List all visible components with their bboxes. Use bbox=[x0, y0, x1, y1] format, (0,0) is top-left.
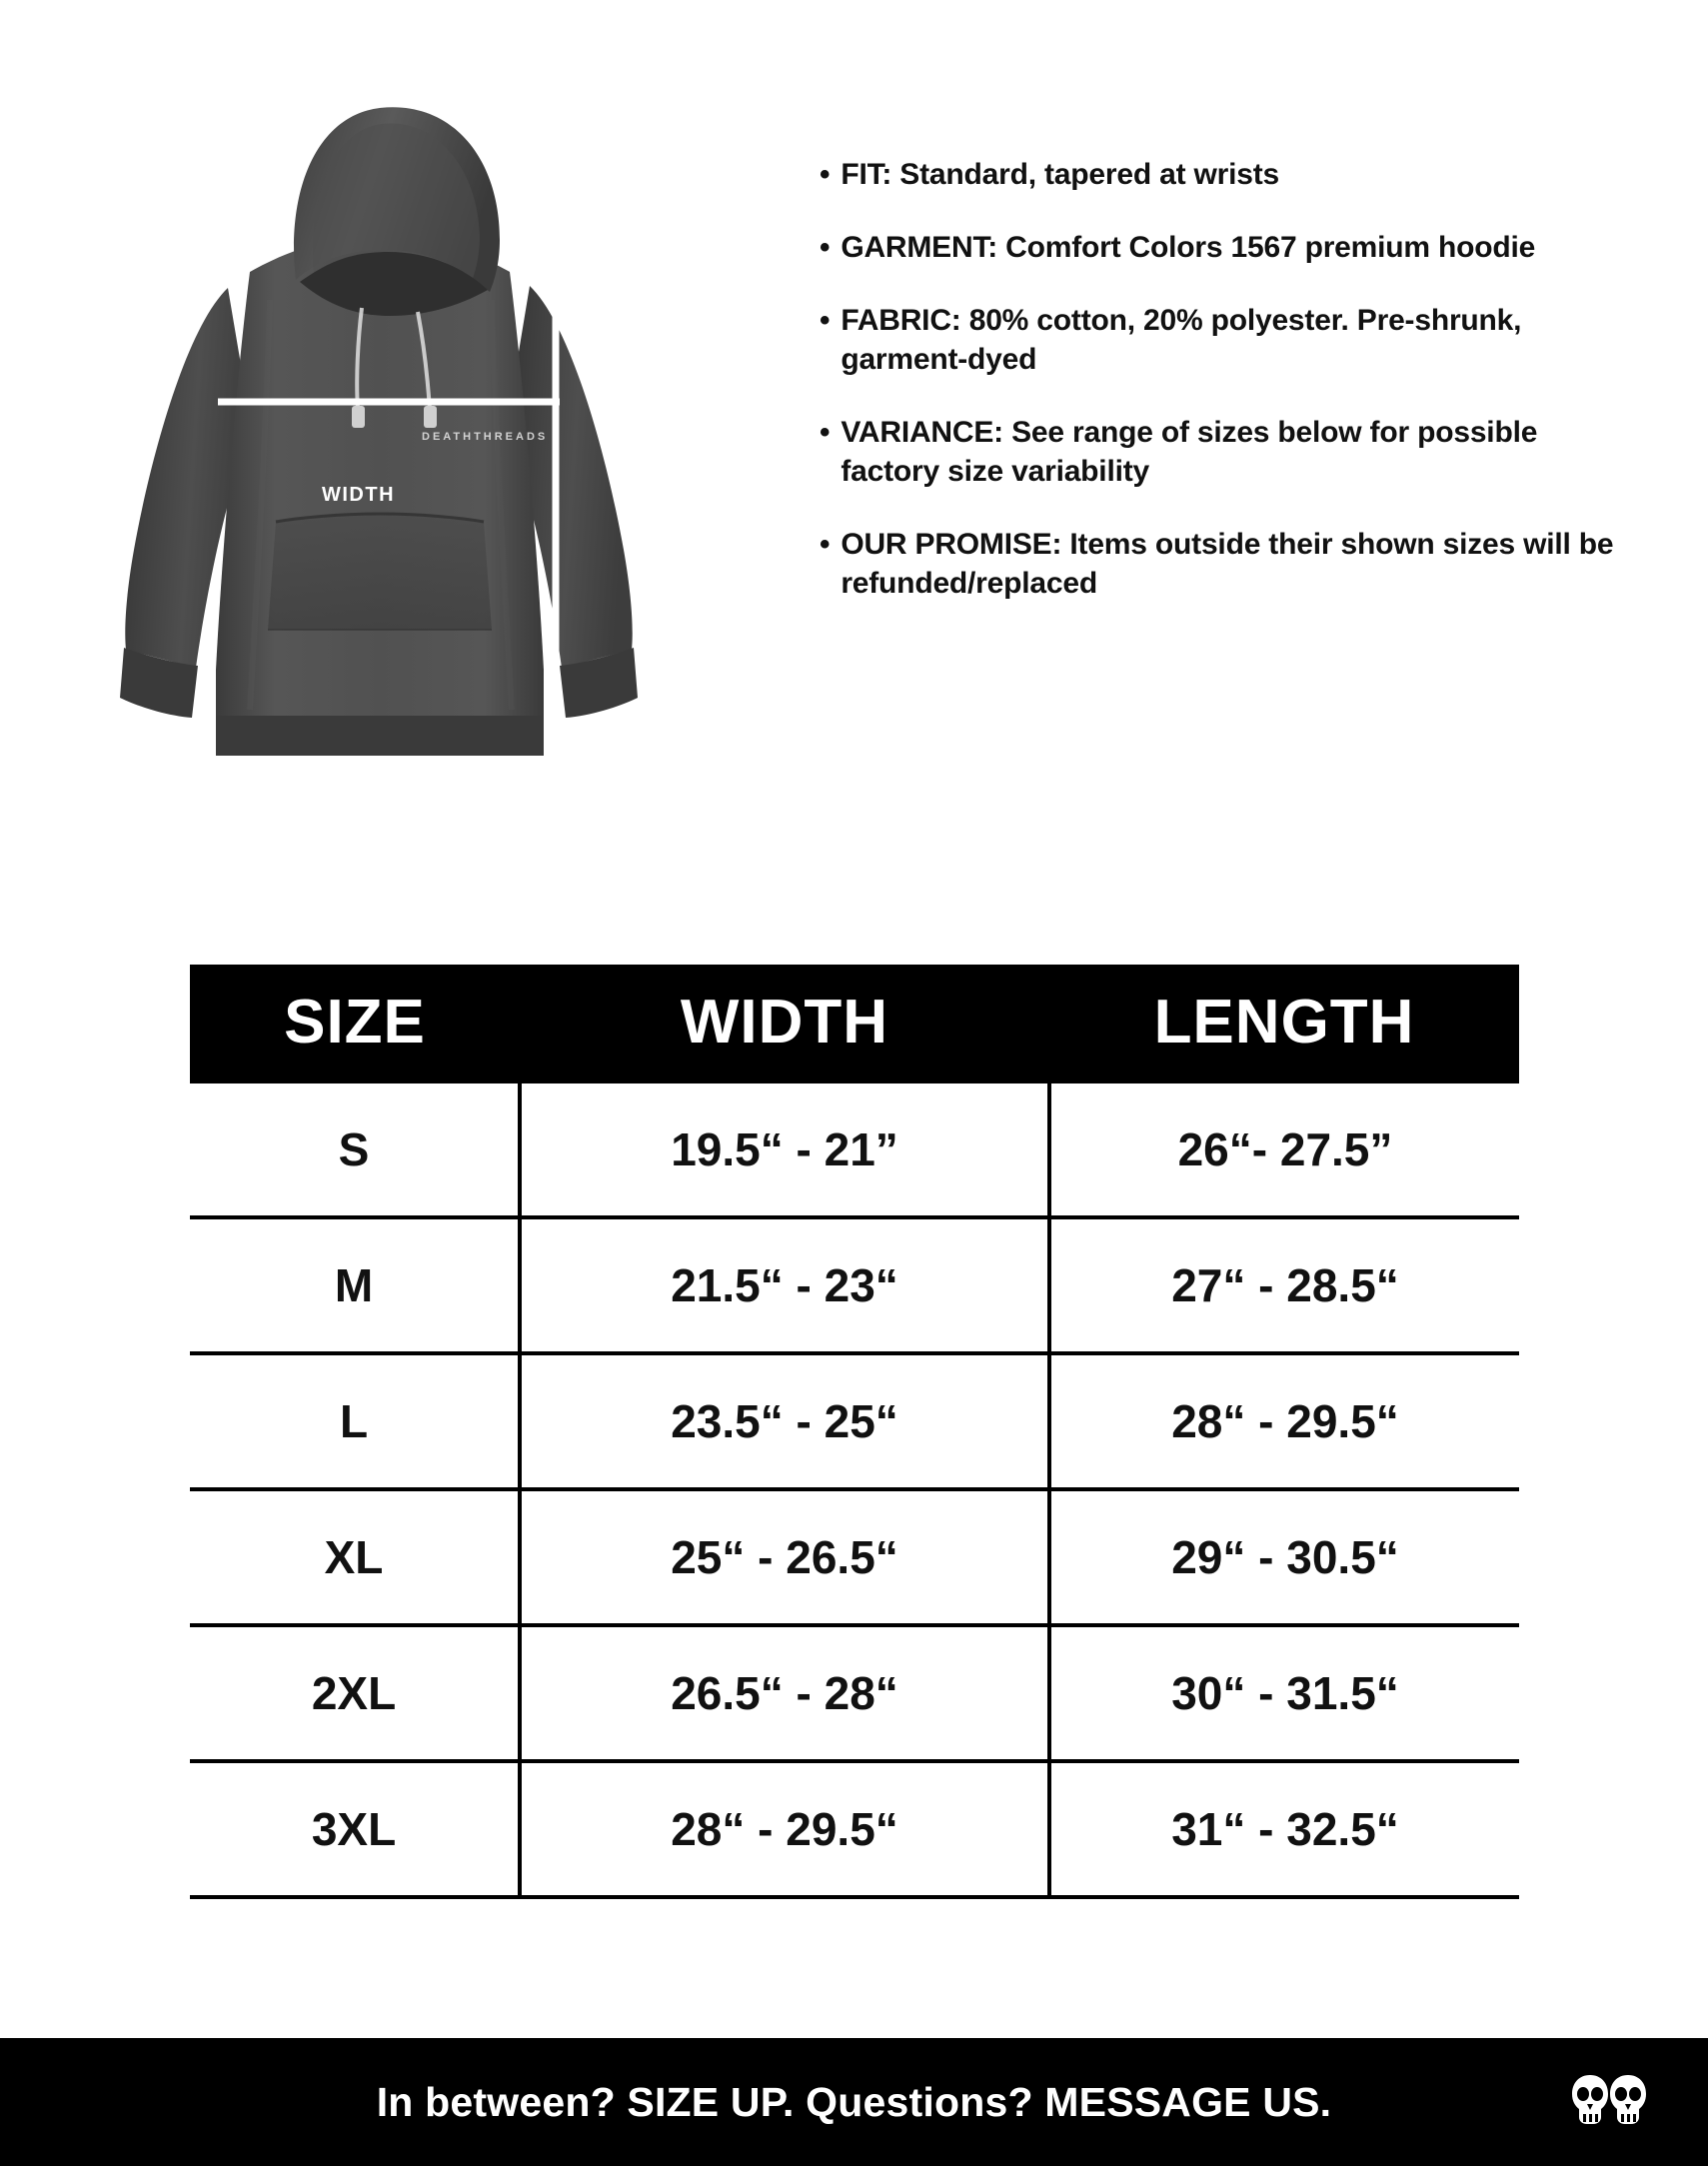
cell-width: 19.5“ - 21” bbox=[520, 1083, 1049, 1217]
column-header-size: SIZE bbox=[190, 965, 520, 1083]
cell-width: 28“ - 29.5“ bbox=[520, 1761, 1049, 1897]
column-header-width: WIDTH bbox=[520, 965, 1049, 1083]
table-row bbox=[190, 1353, 1519, 1489]
detail-label: FIT: bbox=[841, 158, 892, 191]
cell-size: 2XL bbox=[190, 1625, 520, 1761]
table-row bbox=[190, 1761, 1519, 1897]
brand-logo-text: DEATHTHREADS bbox=[422, 431, 549, 443]
hoodie-illustration bbox=[100, 50, 716, 890]
list-item bbox=[820, 525, 1619, 603]
table-row bbox=[190, 1625, 1519, 1761]
cell-size: XL bbox=[190, 1489, 520, 1625]
footer-bar bbox=[0, 2038, 1708, 2166]
detail-value: Items outside their shown sizes will be refunded/replaced bbox=[841, 528, 1614, 600]
skull-logo-graphic bbox=[1568, 2067, 1650, 2137]
cell-width: 25“ - 26.5“ bbox=[520, 1489, 1049, 1625]
details-list bbox=[820, 155, 1619, 637]
cell-length: 26“- 27.5” bbox=[1049, 1083, 1519, 1217]
cell-size: L bbox=[190, 1353, 520, 1489]
bullet-dot-icon: • bbox=[820, 528, 831, 561]
detail-value: Standard, tapered at wrists bbox=[891, 158, 1280, 191]
size-chart-table bbox=[190, 965, 1519, 1899]
column-header-length: LENGTH bbox=[1049, 965, 1519, 1083]
list-item bbox=[820, 413, 1619, 491]
detail-text bbox=[841, 228, 1619, 267]
cell-length: 29“ - 30.5“ bbox=[1049, 1489, 1519, 1625]
bullet-dot-icon: • bbox=[820, 304, 831, 337]
cell-size: S bbox=[190, 1083, 520, 1217]
detail-text bbox=[841, 413, 1619, 491]
detail-text bbox=[841, 525, 1619, 603]
detail-value: Comfort Colors 1567 premium hoodie bbox=[997, 231, 1536, 264]
table-row bbox=[190, 1083, 1519, 1217]
table-header-row bbox=[190, 965, 1519, 1083]
cell-length: 30“ - 31.5“ bbox=[1049, 1625, 1519, 1761]
detail-label: GARMENT: bbox=[841, 231, 998, 264]
cell-width: 21.5“ - 23“ bbox=[520, 1217, 1049, 1353]
footer-message: In between? SIZE UP. Questions? MESSAGE US. bbox=[376, 2078, 1332, 2125]
double-skull-logo-icon bbox=[1568, 2067, 1650, 2137]
detail-value: See range of sizes below for possible factory size variability bbox=[841, 416, 1538, 488]
hoodie-graphic bbox=[100, 50, 660, 890]
table-header bbox=[190, 965, 1519, 1083]
cell-length: 31“ - 32.5“ bbox=[1049, 1761, 1519, 1897]
detail-text bbox=[841, 301, 1619, 379]
list-item bbox=[820, 301, 1619, 379]
bullet-dot-icon: • bbox=[820, 416, 831, 449]
detail-text bbox=[841, 155, 1619, 194]
cell-size: 3XL bbox=[190, 1761, 520, 1897]
list-item bbox=[820, 228, 1619, 267]
cell-length: 27“ - 28.5“ bbox=[1049, 1217, 1519, 1353]
width-guide-label: WIDTH bbox=[322, 484, 396, 506]
cell-width: 26.5“ - 28“ bbox=[520, 1625, 1049, 1761]
cell-width: 23.5“ - 25“ bbox=[520, 1353, 1049, 1489]
list-item bbox=[820, 155, 1619, 194]
cell-length: 28“ - 29.5“ bbox=[1049, 1353, 1519, 1489]
bullet-dot-icon: • bbox=[820, 231, 831, 264]
detail-label: VARIANCE: bbox=[841, 416, 1003, 449]
detail-value: 80% cotton, 20% polyester. Pre-shrunk, garment-dyed bbox=[841, 304, 1522, 376]
table-row bbox=[190, 1489, 1519, 1625]
detail-label: FABRIC: bbox=[841, 304, 961, 337]
detail-label: OUR PROMISE: bbox=[841, 528, 1062, 561]
table-body bbox=[190, 1083, 1519, 1897]
length-guide-label: LENGTH bbox=[694, 543, 716, 635]
bullet-dot-icon: • bbox=[820, 158, 831, 191]
product-info-section bbox=[0, 0, 1708, 930]
table-row bbox=[190, 1217, 1519, 1353]
cell-size: M bbox=[190, 1217, 520, 1353]
